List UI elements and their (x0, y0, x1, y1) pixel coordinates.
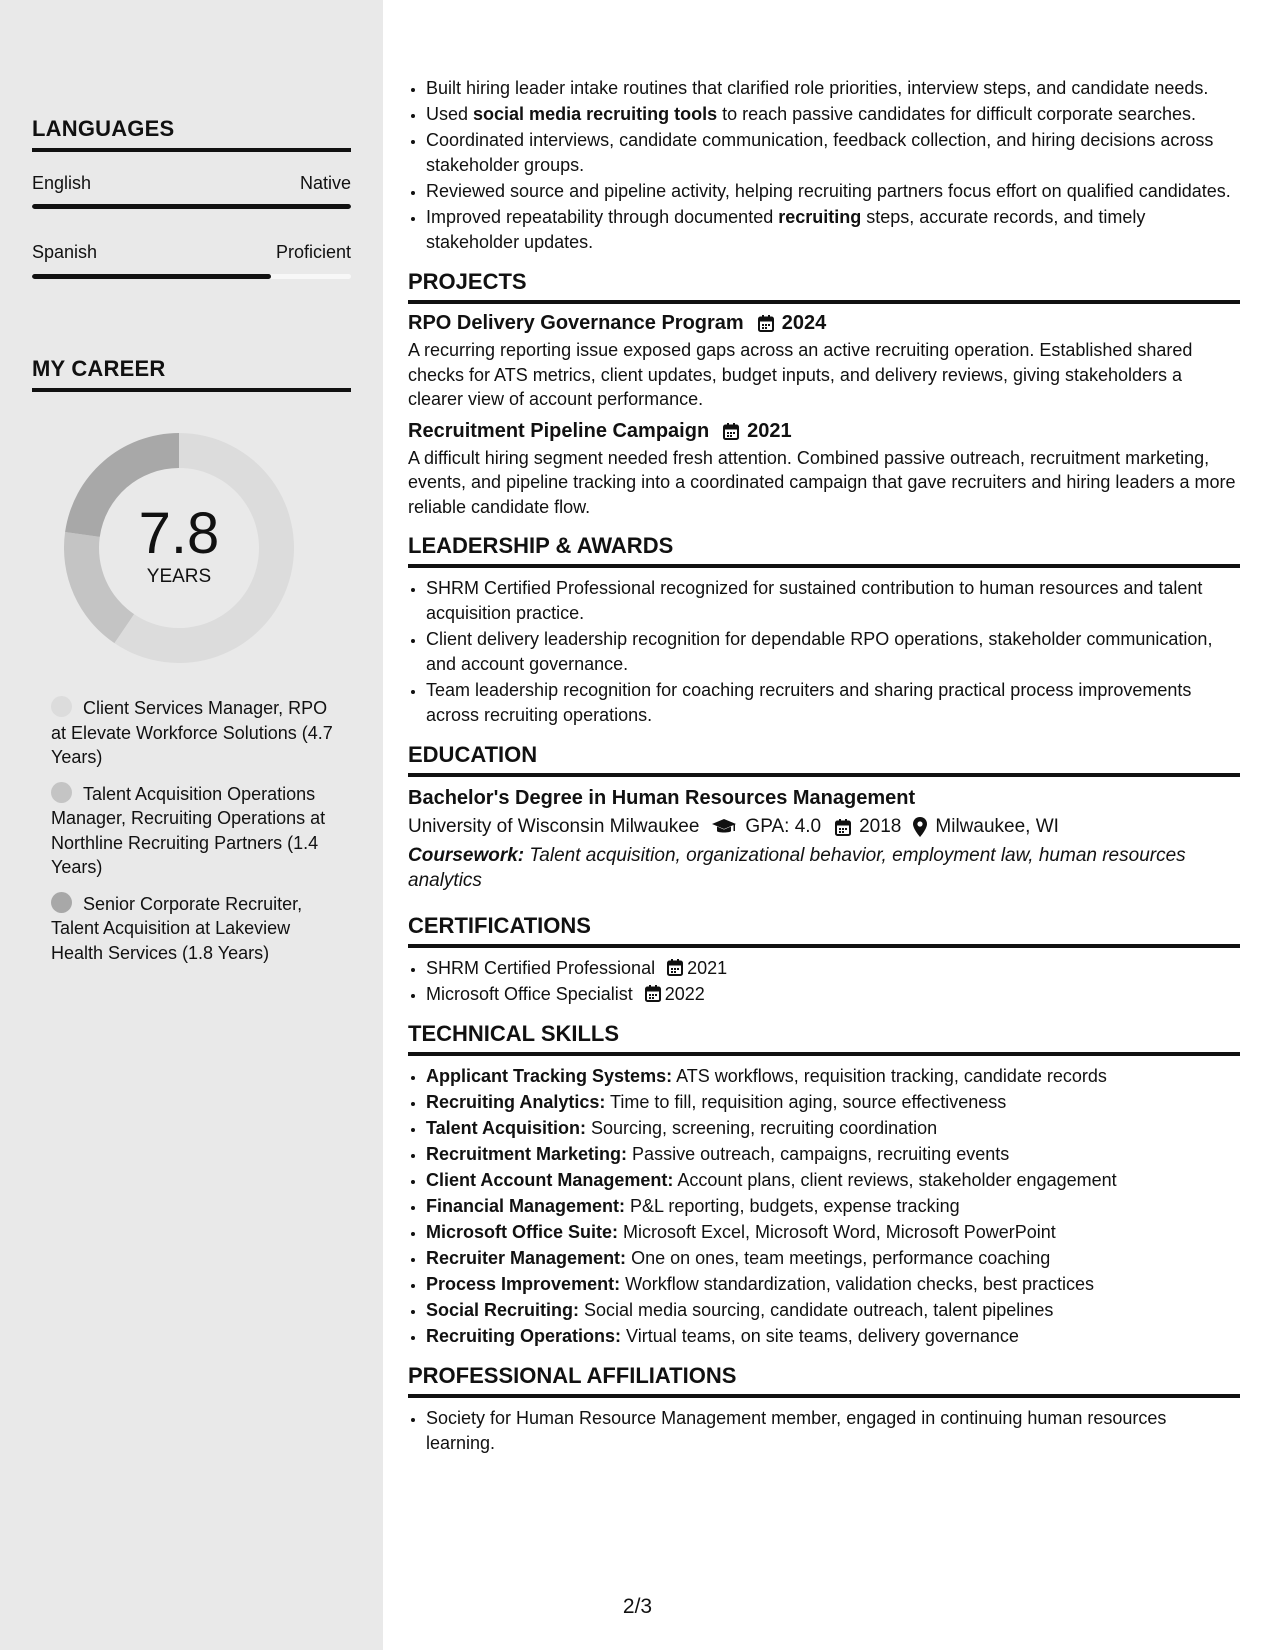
skill-label: Process Improvement: (426, 1274, 621, 1294)
experience-bullet (426, 102, 1240, 127)
skill-value: Account plans, client reviews, stakeholder engagement (673, 1170, 1117, 1190)
gpa: GPA: 4.0 (745, 816, 822, 837)
legend-dot-icon (51, 782, 72, 803)
skill-item (426, 1324, 1240, 1349)
skill-item (426, 1064, 1240, 1089)
school-location: Milwaukee, WI (935, 816, 1059, 837)
certification-name: SHRM Certified Professional (426, 958, 656, 978)
project-item (408, 312, 1240, 412)
language-bar-english (32, 204, 351, 209)
language-name: English (32, 173, 92, 193)
leadership-item: • SHRM Certified Professional recognized for sustained contribution to human resources and talent acquisition practice. (426, 576, 1240, 626)
career-legend-item (51, 782, 341, 880)
certifications-heading: CERTIFICATIONS (408, 913, 1240, 948)
calendar-icon (645, 985, 661, 1002)
affiliation-item: • Society for Human Resource Management member, engaged in continuing human resources learning. (426, 1406, 1240, 1456)
keyword-highlight: recruiting (778, 207, 862, 227)
experience-bullet (426, 76, 1240, 101)
skill-item (426, 1272, 1240, 1297)
skill-value: Passive outreach, campaigns, recruiting events (627, 1144, 1010, 1164)
legend-dot-icon (51, 696, 72, 717)
keyword-highlight: social media recruiting tools (473, 104, 718, 124)
career-legend-item (51, 696, 341, 770)
coursework-label: Coursework: (408, 845, 525, 866)
experience-bullet (426, 205, 1240, 255)
skill-label: Recruiting Analytics: (426, 1092, 606, 1112)
skill-item (426, 1194, 1240, 1219)
project-title: RPO Delivery Governance Program (408, 312, 744, 334)
project-year: 2024 (781, 312, 827, 334)
career-total-years: 7.8 (138, 501, 220, 566)
language-name: Spanish (32, 242, 98, 262)
skill-value: Microsoft Excel, Microsoft Word, Microsoft PowerPoint (618, 1222, 1056, 1242)
legend-dot-icon (51, 892, 72, 913)
main-content (408, 76, 1240, 1457)
school-name: University of Wisconsin Milwaukee (408, 816, 700, 837)
certifications-list (408, 956, 1240, 1007)
coursework (408, 844, 1240, 893)
graduation-cap-icon (711, 818, 737, 836)
language-row-english (32, 173, 351, 194)
education-heading: EDUCATION (408, 742, 1240, 777)
certification-item (426, 982, 1240, 1007)
skills-list (408, 1064, 1240, 1349)
project-description: A difficult hiring segment needed fresh attention. Combined passive outreach, recruitment marketing, events, and pipeline tracking into a coordinated campaign that gave recruiters and hiring leaders a more reliable candidate flow. (408, 447, 1236, 517)
career-legend-label: Client Services Manager, RPO at Elevate Workforce Solutions (4.7 Years) (51, 698, 333, 767)
graduation-year: 2018 (859, 816, 902, 837)
skill-item (426, 1168, 1240, 1193)
language-bar-fill (32, 274, 271, 279)
language-bar-spanish (32, 274, 351, 279)
bullet-text: Used (426, 104, 474, 124)
page-number: 2/3 (622, 1595, 653, 1618)
bullet-text: to reach passive candidates for difficult corporate searches. (717, 104, 1197, 124)
language-level: Proficient (275, 242, 351, 262)
skill-value: One on ones, team meetings, performance coaching (626, 1248, 1051, 1268)
certification-name: Microsoft Office Specialist (426, 984, 633, 1004)
location-pin-icon (913, 817, 927, 837)
skill-label: Recruiter Management: (426, 1248, 627, 1268)
certification-year: 2022 (664, 984, 705, 1004)
career-legend-item (51, 892, 341, 966)
skill-item (426, 1142, 1240, 1167)
skills-heading: TECHNICAL SKILLS (408, 1021, 1240, 1056)
degree-title: Bachelor's Degree in Human Resources Management (408, 787, 916, 809)
career-heading: MY CAREER (32, 356, 351, 392)
project-title: Recruitment Pipeline Campaign (408, 419, 710, 442)
project-description: A recurring reporting issue exposed gaps across an active recruiting operation. Established shared checks for ATS metrics, client updates, budget inputs, and delivery reviews, giving stakeholders a clearer view of account performance. (408, 340, 1193, 409)
skill-label: Financial Management: (426, 1196, 626, 1216)
skill-label: Recruitment Marketing: (426, 1144, 628, 1164)
skill-value: ATS workflows, requisition tracking, candidate records (672, 1066, 1107, 1086)
skill-label: Microsoft Office Suite: (426, 1222, 619, 1242)
skill-value: Virtual teams, on site teams, delivery governance (621, 1326, 1019, 1346)
certification-item (426, 956, 1240, 981)
skill-label: Applicant Tracking Systems: (426, 1066, 673, 1086)
bullet-text: Coordinated interviews, candidate communication, feedback collection, and hiring decisions across stakeholder groups. (426, 130, 1214, 175)
project-item (408, 420, 1240, 520)
leadership-heading: LEADERSHIP & AWARDS (408, 533, 1240, 568)
project-year: 2021 (747, 419, 792, 442)
experience-bullet (426, 128, 1240, 178)
languages-heading: LANGUAGES (32, 116, 351, 152)
career-years-unit: YEARS (146, 566, 212, 587)
skill-value: Social media sourcing, candidate outreach, talent pipelines (579, 1300, 1054, 1320)
skill-item (426, 1298, 1240, 1323)
skill-label: Social Recruiting: (426, 1300, 580, 1320)
calendar-icon (667, 959, 683, 976)
education-details (408, 816, 1240, 838)
experience-bullets (408, 76, 1240, 255)
bullet-text: Improved repeatability through documented (426, 207, 779, 227)
calendar-icon (835, 819, 851, 836)
language-level: Native (299, 173, 351, 193)
skill-label: Recruiting Operations: (426, 1326, 622, 1346)
bullet-text: steps, accurate records, and timely stakeholder updates. (426, 207, 1146, 252)
language-row-spanish (32, 242, 351, 263)
leadership-item: • Client delivery leadership recognition for dependable RPO operations, stakeholder communication, and account governance. (426, 627, 1240, 677)
affiliations-list (408, 1406, 1240, 1456)
skill-value: Sourcing, screening, recruiting coordination (586, 1118, 938, 1138)
skill-item (426, 1090, 1240, 1115)
bullet-text: Reviewed source and pipeline activity, helping recruiting partners focus effort on qualified candidates. (426, 181, 1231, 201)
career-legend (51, 696, 341, 977)
leadership-item: • Team leadership recognition for coaching recruiters and sharing practical process improvements across recruiting operations. (426, 678, 1240, 728)
experience-bullet (426, 179, 1240, 204)
skill-item (426, 1246, 1240, 1271)
skill-item (426, 1116, 1240, 1141)
language-bar-fill (32, 204, 351, 209)
career-legend-label: Talent Acquisition Operations Manager, Recruiting Operations at Northline Recruiting Partners (1.4 Years) (51, 783, 326, 877)
skill-value: P&L reporting, budgets, expense tracking (625, 1196, 960, 1216)
projects-heading: PROJECTS (408, 269, 1240, 304)
skill-label: Client Account Management: (426, 1170, 674, 1190)
career-donut-chart (64, 433, 294, 663)
calendar-icon (723, 423, 739, 440)
coursework-text: Talent acquisition, organizational behavior, employment law, human resources analytics (408, 845, 1186, 891)
skill-value: Workflow standardization, validation checks, best practices (620, 1274, 1094, 1294)
skill-value: Time to fill, requisition aging, source effectiveness (605, 1092, 1007, 1112)
certification-year: 2021 (687, 958, 728, 978)
skill-label: Talent Acquisition: (426, 1118, 586, 1138)
calendar-icon (758, 315, 774, 332)
bullet-text: Built hiring leader intake routines that clarified role priorities, interview steps, and candidate needs. (426, 78, 1209, 98)
sidebar (0, 0, 383, 1650)
affiliations-heading: PROFESSIONAL AFFILIATIONS (408, 1363, 1240, 1398)
career-legend-label: Senior Corporate Recruiter, Talent Acquisition at Lakeview Health Services (1.8 Years) (51, 893, 303, 963)
leadership-list (408, 576, 1240, 728)
skill-item (426, 1220, 1240, 1245)
